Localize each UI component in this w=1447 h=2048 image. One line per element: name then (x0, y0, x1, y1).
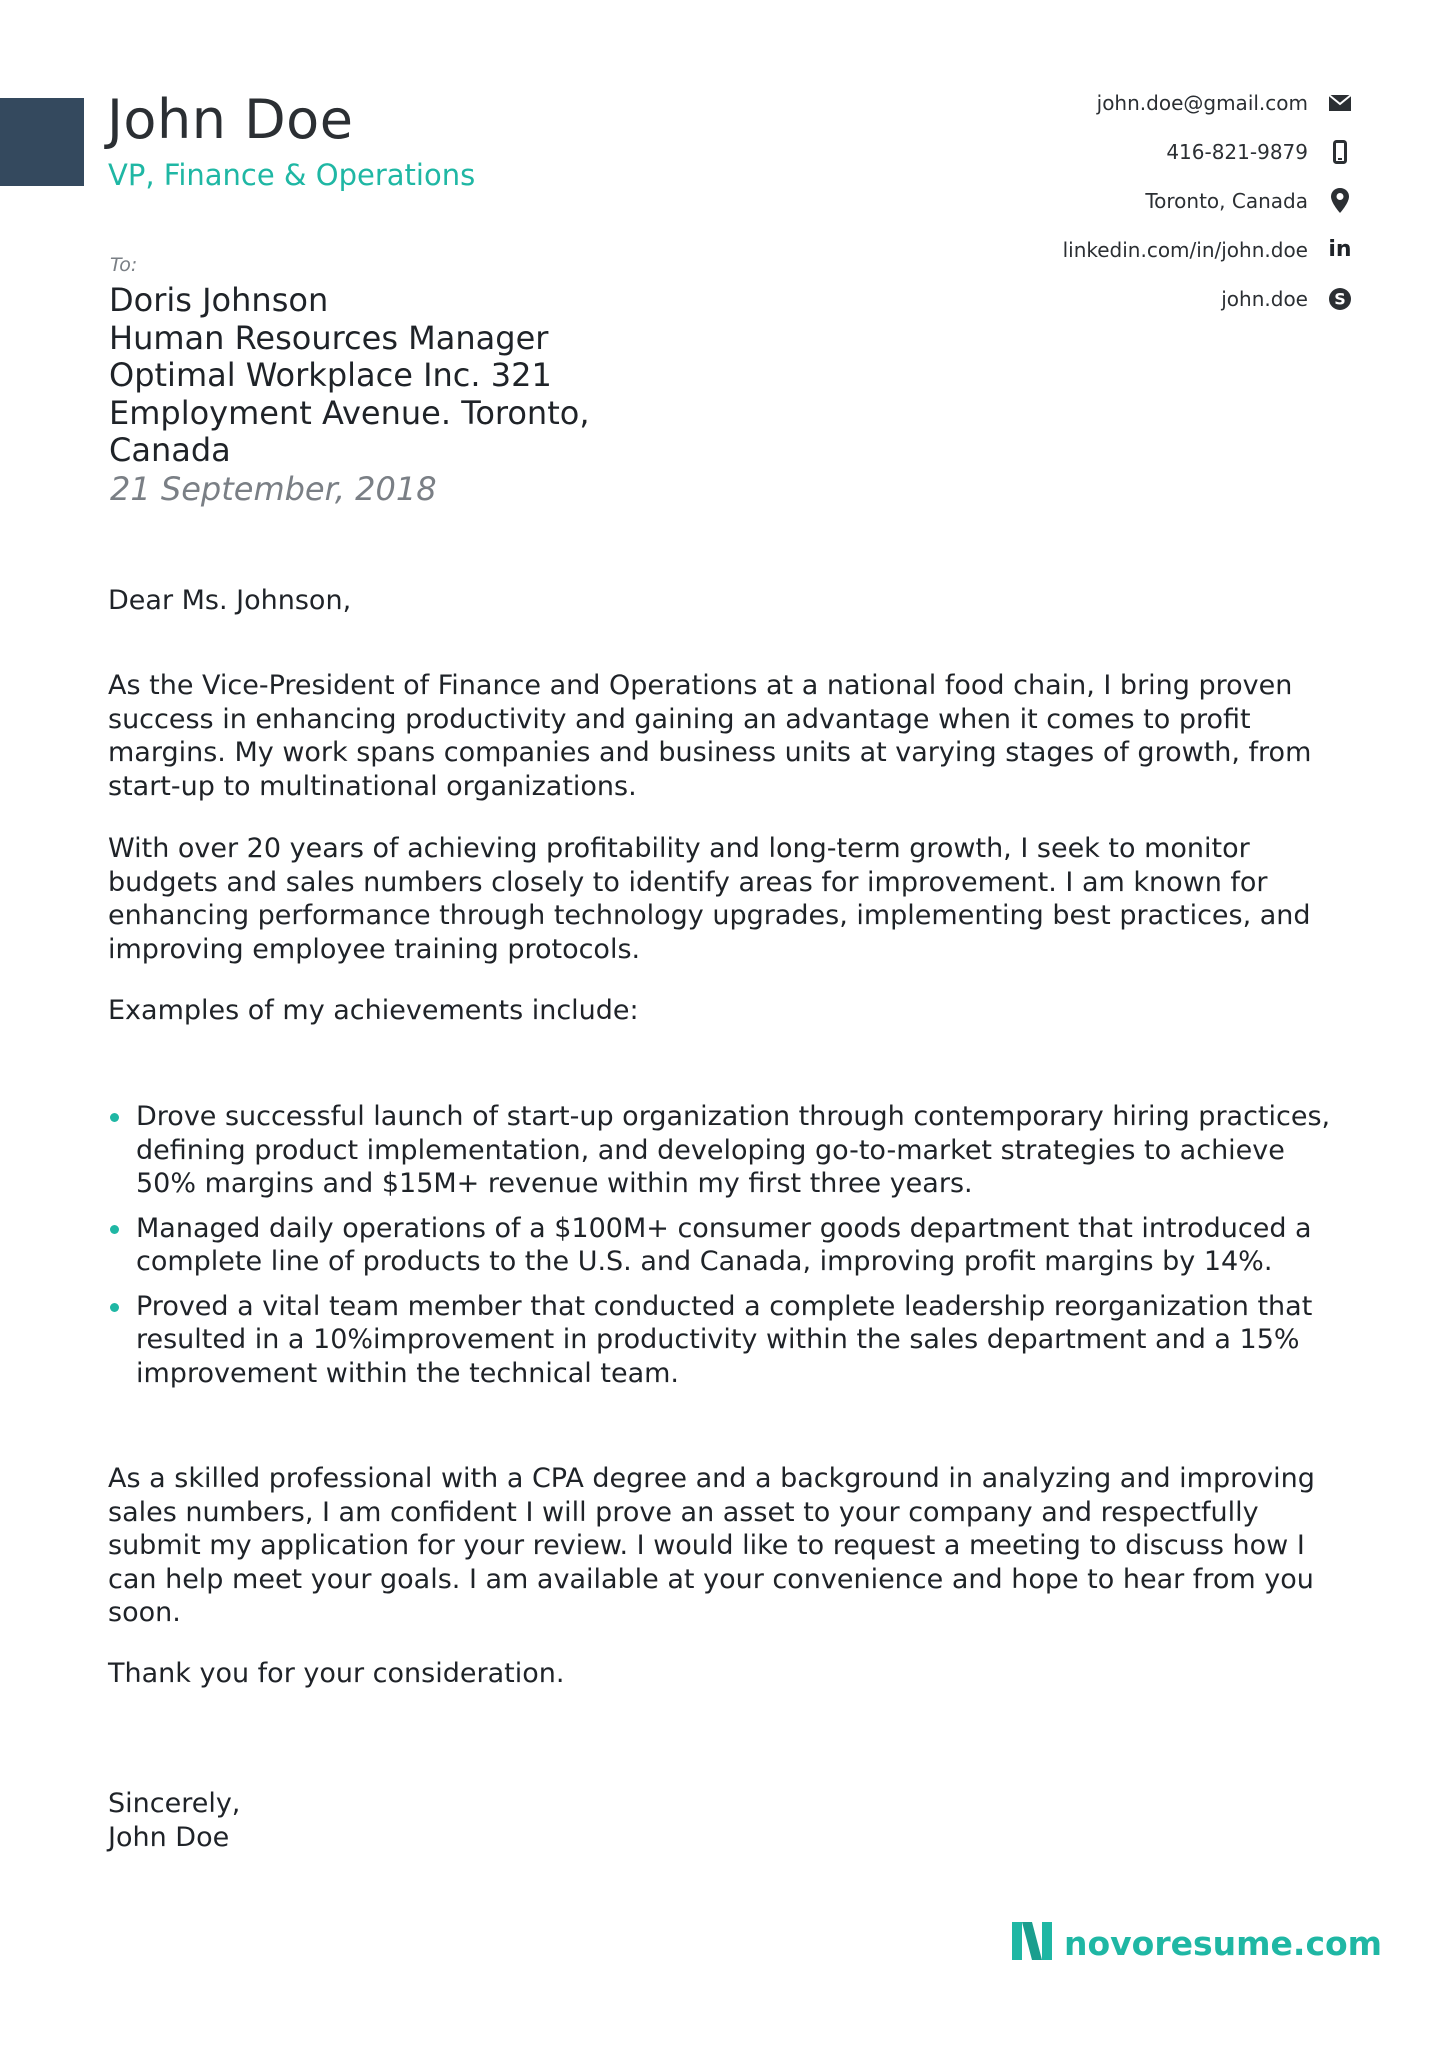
applicant-job-title: VP, Finance & Operations (108, 158, 476, 192)
recipient-position: Human Resources Manager (109, 318, 549, 357)
envelope-icon (1326, 90, 1354, 115)
recipient-address-line: Employment Avenue. Toronto, (109, 393, 590, 432)
contact-linkedin-text[interactable]: linkedin.com/in/john.doe (1062, 237, 1308, 262)
novoresume-logo (1010, 1920, 1382, 1966)
paragraph-line: margins. My work spans companies and business units at varying stages of growth, from (108, 737, 1312, 768)
location-pin-icon (1326, 188, 1354, 213)
achievements-intro (108, 994, 1368, 1028)
contact-phone[interactable] (1166, 139, 1354, 164)
achievement-line: Drove successful launch of start-up organization through contemporary hiring practices, (136, 1101, 1331, 1132)
achievement-line: defining product implementation, and developing go-to-market strategies to achieve (136, 1134, 1285, 1166)
letter-date: 21 September, 2018 (110, 470, 437, 508)
bullet-dot-icon (110, 1303, 119, 1312)
header-accent-block (0, 98, 84, 186)
skype-icon (1326, 286, 1354, 311)
paragraph-line: As a skilled professional with a CPA degree and a background in analyzing and improving (108, 1463, 1315, 1494)
mobile-phone-icon (1326, 139, 1354, 164)
contact-location (1145, 188, 1354, 213)
recipient-address-line: Optimal Workplace Inc. 321 (109, 356, 552, 394)
svg-text:S: S (1334, 289, 1346, 308)
paragraph-line: submit my application for your review. I would like to request a meeting to discuss how I (108, 1530, 1305, 1561)
paragraph-line: success in enhancing productivity and gaining an advantage when it comes to profit (108, 703, 1251, 735)
contact-skype[interactable] (1221, 286, 1354, 311)
applicant-name: John Doe (107, 88, 354, 151)
contact-location-text: Toronto, Canada (1145, 188, 1308, 213)
paragraph-line: With over 20 years of achieving profitability and long-term growth, I seek to monitor (108, 833, 1250, 864)
achievement-line: 50% margins and $15M+ revenue within my first three years. (136, 1168, 973, 1199)
contact-linkedin[interactable] (1063, 237, 1354, 262)
achievement-line: resulted in a 10%improvement in productivity within the sales department and a 15% (136, 1324, 1300, 1355)
novoresume-logo-text: novoresume.com (1064, 1923, 1383, 1963)
closing-text: Sincerely, (108, 1788, 241, 1819)
achievement-item (108, 1100, 1368, 1201)
paragraph-experience (108, 832, 1368, 966)
paragraph-line: budgets and sales numbers closely to identify areas for improvement. I am known for (108, 866, 1268, 898)
salutation (108, 584, 1368, 618)
linkedin-icon: in (1328, 237, 1352, 262)
achievements-list (108, 1100, 1368, 1401)
paragraph-line: enhancing performance through technology upgrades, implementing best practices, and (108, 900, 1311, 931)
paragraph-closing (108, 1462, 1368, 1630)
contact-info (1063, 90, 1354, 311)
signoff (108, 1787, 1368, 1854)
contact-skype-text[interactable]: john.doe (1221, 286, 1308, 311)
recipient-name: Doris Johnson (109, 281, 329, 319)
achievement-item (108, 1212, 1368, 1279)
bullet-dot-icon (110, 1113, 119, 1122)
achievements-intro-text: Examples of my achievements include: (108, 995, 639, 1026)
bullet-dot-icon (110, 1225, 119, 1234)
contact-email[interactable] (1097, 90, 1354, 115)
achievement-line: Proved a vital team member that conducted a complete leadership reorganization that (136, 1290, 1313, 1322)
paragraph-intro (108, 669, 1368, 803)
thanks-text: Thank you for your consideration. (108, 1658, 565, 1689)
paragraph-line: can help meet your goals. I am available at your convenience and hope to hear from you (108, 1563, 1314, 1595)
recipient-address-line: Canada (109, 431, 231, 469)
achievement-line: complete line of products to the U.S. and Canada, improving profit margins by 14%. (136, 1246, 1273, 1277)
signature-name: John Doe (108, 1821, 230, 1853)
thanks (108, 1657, 1368, 1691)
recipient-to-label: To: (110, 254, 138, 276)
novoresume-n-logo-icon (1010, 1920, 1054, 1966)
paragraph-line: As the Vice-President of Finance and Operations at a national food chain, I bring proven (108, 670, 1293, 701)
paragraph-line: improving employee training protocols. (108, 933, 641, 965)
salutation-text: Dear Ms. Johnson, (108, 585, 352, 616)
achievement-line: improvement within the technical team. (136, 1357, 679, 1389)
achievement-item (108, 1290, 1368, 1391)
achievement-line: Managed daily operations of a $100M+ consumer goods department that introduced a (136, 1212, 1312, 1244)
paragraph-line: start-up to multinational organizations. (108, 770, 637, 802)
contact-phone-text[interactable]: 416-821-9879 (1166, 139, 1308, 164)
recipient-address (109, 282, 629, 470)
contact-email-text[interactable]: john.doe@gmail.com (1096, 90, 1308, 115)
paragraph-line: soon. (108, 1597, 181, 1628)
paragraph-line: sales numbers, I am confident I will prove an asset to your company and respectfully (108, 1496, 1259, 1528)
